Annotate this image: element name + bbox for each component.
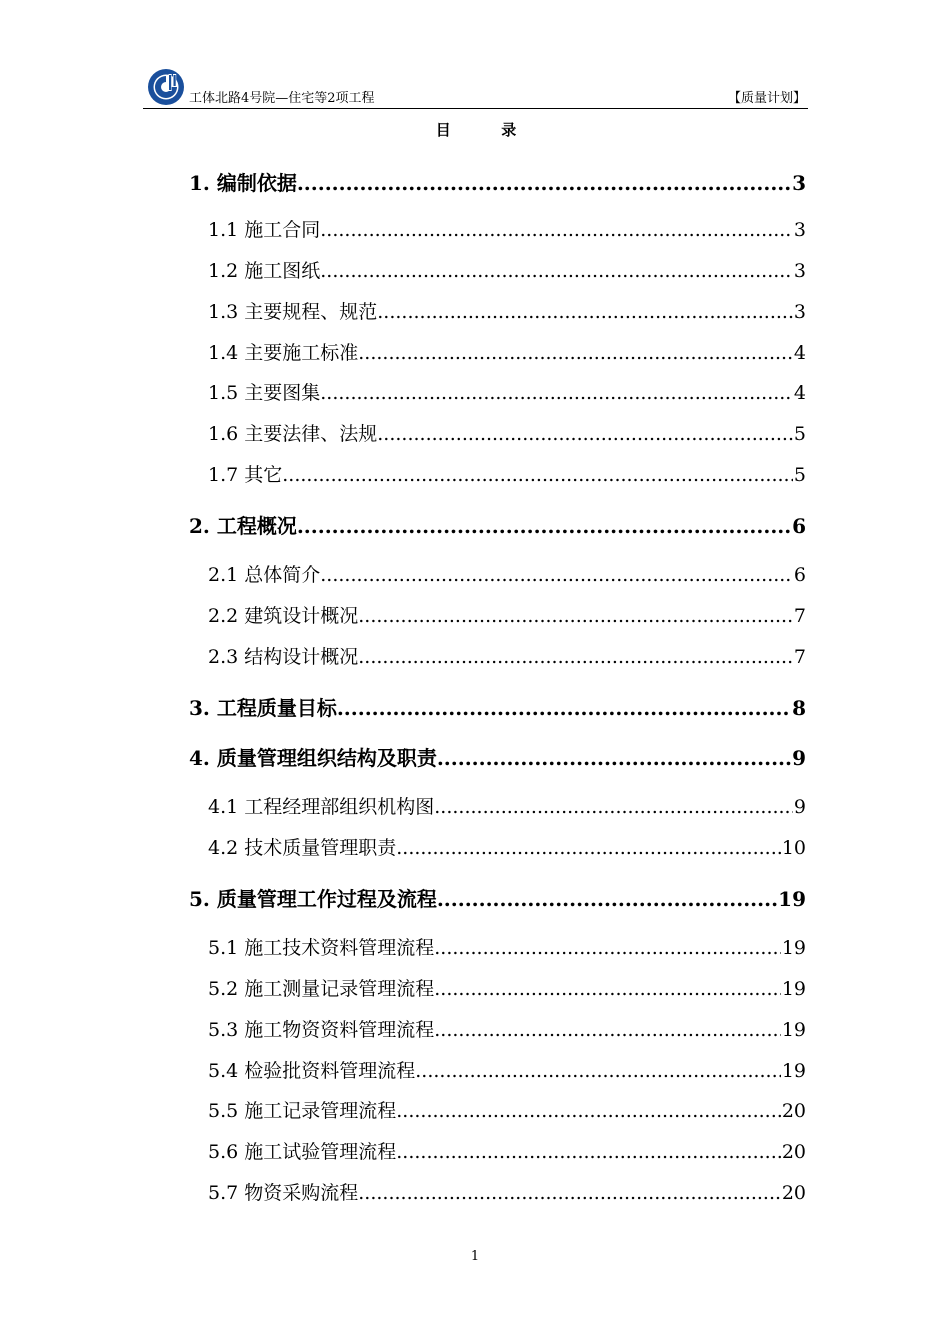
toc-subsection-entry[interactable] [208,378,806,404]
toc-entry-page-number: 19 [781,1060,806,1082]
toc-leader-dots [358,1182,781,1204]
toc-leader-dots [437,887,777,911]
page-header [143,66,808,110]
toc-entry-label: 5.3 施工物资资料管理流程 [208,1019,435,1041]
toc-subsection-entry[interactable] [208,560,806,586]
toc-entry-label: 2.1 总体简介 [208,564,321,586]
toc-subsection-entry[interactable] [208,1137,806,1163]
header-divider [143,108,808,109]
toc-entry-label: 1.4 主要施工标准 [208,342,359,364]
toc-entry-label: 1. 编制依据 [189,171,297,195]
toc-subsection-entry[interactable] [208,642,806,668]
toc-heading [0,120,950,140]
toc-entry-label: 1.6 主要法律、法规 [208,423,378,445]
toc-subsection-entry[interactable] [208,1015,806,1041]
toc-subsection-entry[interactable] [208,297,806,323]
toc-entry-label: 5.7 物资采购流程 [208,1182,359,1204]
toc-entry-page-number: 3 [793,260,806,282]
toc-entry-page-number: 20 [781,1100,806,1122]
header-document-tag: 【质量计划】 [727,91,806,106]
toc-leader-dots [320,564,793,586]
toc-entry-label: 5.4 检验批资料管理流程 [208,1060,416,1082]
toc-entry-label: 1.1 施工合同 [208,219,321,241]
toc-subsection-entry[interactable] [208,338,806,364]
toc-leader-dots [396,837,781,859]
toc-leader-dots [282,464,793,486]
toc-entry-label: 5. 质量管理工作过程及流程 [189,887,437,911]
toc-subsection-entry[interactable] [208,1096,806,1122]
toc-heading-char-1: 目 [435,121,453,139]
toc-leader-dots [320,219,793,241]
toc-subsection-entry[interactable] [208,601,806,627]
toc-subsection-entry[interactable] [208,833,806,859]
toc-leader-dots [434,796,793,818]
header-project-title: 工体北路4号院—住宅等2项工程 [189,91,375,106]
toc-subsection-entry[interactable] [208,256,806,282]
toc-entry-page-number: 9 [793,796,806,818]
toc-entry-label: 4.1 工程经理部组织机构图 [208,796,435,818]
toc-entry-page-number: 19 [781,1019,806,1041]
toc-leader-dots [434,1019,781,1041]
toc-leader-dots [437,746,791,770]
toc-section-entry[interactable] [189,742,806,768]
toc-subsection-entry[interactable] [208,792,806,818]
toc-entry-label: 3. 工程质量目标 [189,696,337,720]
toc-entry-label: 1.2 施工图纸 [208,260,321,282]
toc-entry-label: 5.6 施工试验管理流程 [208,1141,397,1163]
toc-leader-dots [434,937,781,959]
toc-subsection-entry[interactable] [208,419,806,445]
toc-section-entry[interactable] [189,692,806,718]
toc-subsection-entry[interactable] [208,1178,806,1204]
toc-entry-label: 5.2 施工测量记录管理流程 [208,978,435,1000]
toc-entry-page-number: 20 [781,1182,806,1204]
toc-entry-page-number: 19 [781,978,806,1000]
toc-entry-label: 5.1 施工技术资料管理流程 [208,937,435,959]
toc-entry-page-number: 3 [792,171,806,195]
toc-entry-label: 2.2 建筑设计概况 [208,605,359,627]
toc-leader-dots [396,1141,781,1163]
toc-leader-dots [434,978,781,1000]
toc-leader-dots [358,605,793,627]
toc-entry-page-number: 6 [792,514,806,538]
toc-entry-label: 1.7 其它 [208,464,283,486]
toc-leader-dots [415,1060,781,1082]
toc-entry-page-number: 8 [792,696,806,720]
toc-subsection-entry[interactable] [208,1056,806,1082]
toc-entry-page-number: 3 [793,219,806,241]
toc-heading-char-2: 录 [501,121,519,139]
toc-section-entry[interactable] [189,167,806,193]
toc-entry-page-number: 7 [793,605,806,627]
toc-leader-dots [297,514,791,538]
toc-entry-page-number: 7 [793,646,806,668]
toc-entry-label: 1.3 主要规程、规范 [208,301,378,323]
toc-entry-page-number: 4 [793,382,806,404]
toc-entry-label: 5.5 施工记录管理流程 [208,1100,397,1122]
toc-entry-label: 2.3 结构设计概况 [208,646,359,668]
toc-leader-dots [377,301,793,323]
page-number: 1 [470,1249,480,1264]
toc-entry-page-number: 10 [781,837,806,859]
toc-entry-label: 2. 工程概况 [189,514,297,538]
toc-entry-page-number: 5 [793,464,806,486]
company-logo-icon [147,68,185,106]
toc-leader-dots [396,1100,781,1122]
toc-leader-dots [320,382,793,404]
toc-leader-dots [358,342,793,364]
toc-section-entry[interactable] [189,883,806,909]
toc-entry-label: 1.5 主要图集 [208,382,321,404]
toc-subsection-entry[interactable] [208,460,806,486]
toc-entry-label: 4.2 技术质量管理职责 [208,837,397,859]
toc-entry-page-number: 6 [793,564,806,586]
toc-subsection-entry[interactable] [208,974,806,1000]
toc-leader-dots [297,171,791,195]
toc-leader-dots [377,423,793,445]
toc-section-entry[interactable] [189,510,806,536]
toc-entry-page-number: 20 [781,1141,806,1163]
toc-subsection-entry[interactable] [208,933,806,959]
toc-entry-page-number: 3 [793,301,806,323]
toc-entry-page-number: 9 [792,746,806,770]
toc-leader-dots [358,646,793,668]
toc-entry-label: 4. 质量管理组织结构及职责 [189,746,437,770]
toc-leader-dots [320,260,793,282]
toc-subsection-entry[interactable] [208,215,806,241]
toc-entry-page-number: 4 [793,342,806,364]
toc-entry-page-number: 5 [793,423,806,445]
toc-entry-page-number: 19 [781,937,806,959]
toc-entry-page-number: 19 [778,887,806,911]
toc-leader-dots [337,696,791,720]
